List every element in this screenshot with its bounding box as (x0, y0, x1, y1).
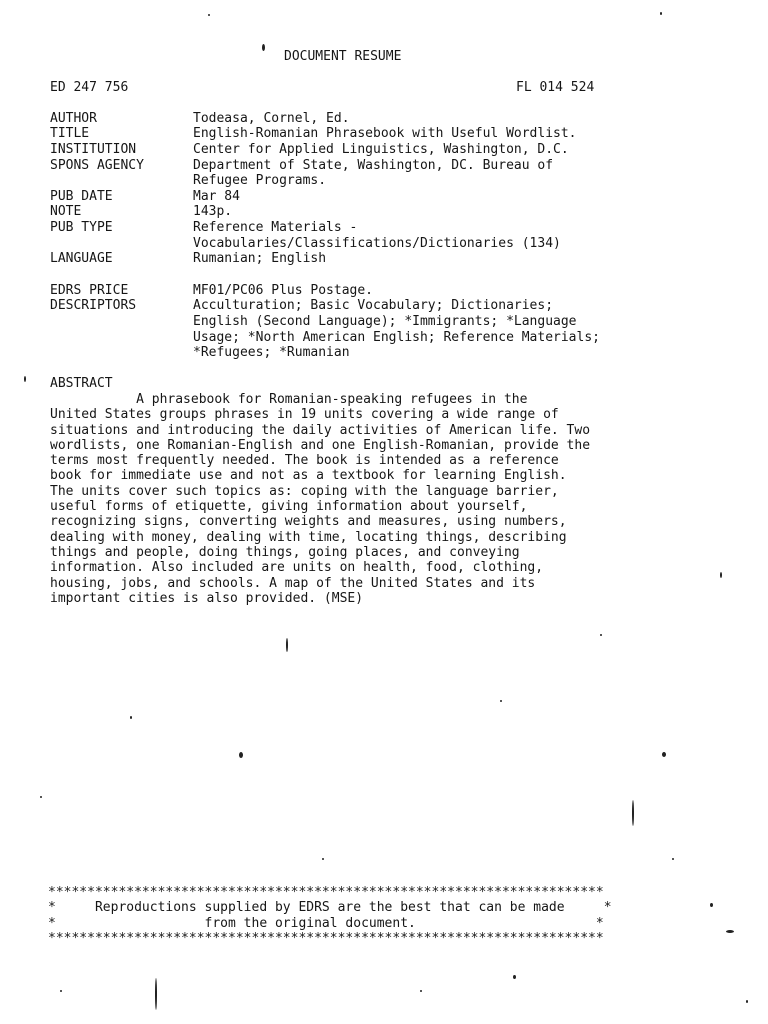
field-value-descriptors-line-1: Acculturation; Basic Vocabulary; Dictionaries; (193, 298, 554, 313)
field-label-note: NOTE (50, 204, 82, 219)
abstract-line: recognizing signs, converting weights and measures, using numbers, (50, 514, 567, 530)
notice-line: * from the original document. * (48, 915, 604, 931)
scan-speck (672, 858, 674, 860)
scan-speck (513, 975, 516, 979)
scan-speck (239, 752, 243, 758)
abstract-line: United States groups phrases in 19 units covering a wide range of (50, 407, 559, 423)
field-value-edrs-price: MF01/PC06 Plus Postage. (193, 283, 374, 298)
document-resume-title: DOCUMENT RESUME (284, 49, 402, 64)
field-label-institution: INSTITUTION (50, 142, 137, 157)
scan-speck (130, 716, 132, 719)
ed-number: ED 247 756 (50, 80, 129, 95)
abstract-line: things and people, doing things, going places, and conveying (50, 544, 520, 560)
scan-speck (208, 14, 210, 16)
scan-speck (155, 978, 157, 1010)
field-value-spons-agency-line-1: Department of State, Washington, DC. Bureau of (193, 158, 554, 173)
field-label-pub-date: PUB DATE (50, 189, 113, 204)
scan-speck (40, 796, 42, 798)
field-value-descriptors-line-2: English (Second Language); *Immigrants; *Language (193, 314, 577, 329)
scan-speck (632, 800, 634, 826)
abstract-line: dealing with money, dealing with time, locating things, describing (50, 529, 567, 545)
field-value-descriptors-line-3: Usage; *North American English; Reference Materials; (193, 330, 600, 345)
scan-speck (262, 44, 265, 51)
abstract-line: useful forms of etiquette, giving information about yourself, (50, 499, 528, 515)
abstract-line: situations and introducing the daily activities of American life. Two (50, 422, 591, 438)
fl-number: FL 014 524 (516, 80, 595, 95)
field-value-descriptors-line-4: *Refugees; *Rumanian (193, 345, 350, 360)
abstract-body (50, 392, 590, 606)
notice-line: * Reproductions supplied by EDRS are the best that can be made * (48, 900, 612, 916)
abstract-line: terms most frequently needed. The book is intended as a reference (50, 453, 559, 469)
field-value-pub-type-line-2: Vocabularies/Classifications/Dictionaries (134) (193, 236, 561, 251)
scan-speck (726, 930, 734, 933)
scan-speck (24, 376, 26, 382)
scan-speck (710, 903, 713, 907)
field-label-title: TITLE (50, 126, 90, 141)
reproduction-notice (48, 885, 612, 946)
field-value-title: English-Romanian Phrasebook with Useful Wordlist. (193, 126, 577, 141)
field-value-pub-type-line-1: Reference Materials - (193, 220, 358, 235)
field-label-spons-agency: SPONS AGENCY (50, 158, 144, 173)
scan-speck (500, 700, 502, 702)
field-label-author: AUTHOR (50, 111, 97, 126)
abstract-heading: ABSTRACT (50, 376, 113, 391)
abstract-line: The units cover such topics as: coping with the language barrier, (50, 483, 559, 499)
scan-speck (746, 1000, 748, 1003)
field-value-author: Todeasa, Cornel, Ed. (193, 111, 350, 126)
abstract-line: information. Also included are units on health, food, clothing, (50, 560, 544, 576)
field-value-note: 143p. (193, 204, 233, 219)
field-label-pub-type: PUB TYPE (50, 220, 113, 235)
field-value-pub-date: Mar 84 (193, 189, 240, 204)
field-label-edrs-price: EDRS PRICE (50, 283, 129, 298)
scan-speck (720, 572, 722, 578)
field-label-language: LANGUAGE (50, 251, 113, 266)
scan-speck (322, 858, 324, 860)
notice-border-bottom: *********************************************************************** (48, 930, 604, 946)
abstract-line: wordlists, one Romanian-English and one English-Romanian, provide the (50, 437, 591, 453)
scan-speck (286, 638, 288, 652)
scan-speck (662, 752, 666, 757)
field-label-descriptors: DESCRIPTORS (50, 298, 137, 313)
field-value-language: Rumanian; English (193, 251, 327, 266)
abstract-line: housing, jobs, and schools. A map of the United States and its (50, 575, 536, 591)
scan-speck (600, 634, 602, 636)
field-value-institution: Center for Applied Linguistics, Washington, D.C. (193, 142, 569, 157)
field-value-spons-agency-line-2: Refugee Programs. (193, 173, 327, 188)
abstract-line: book for immediate use and not as a textbook for learning English. (50, 468, 567, 484)
scan-speck (60, 990, 62, 992)
notice-border-top: *********************************************************************** (48, 885, 604, 900)
abstract-line: A phrasebook for Romanian-speaking refugees in the (50, 392, 528, 407)
scan-speck (660, 12, 662, 15)
scan-speck (420, 990, 422, 992)
abstract-line: important cities is also provided. (MSE) (50, 590, 364, 606)
